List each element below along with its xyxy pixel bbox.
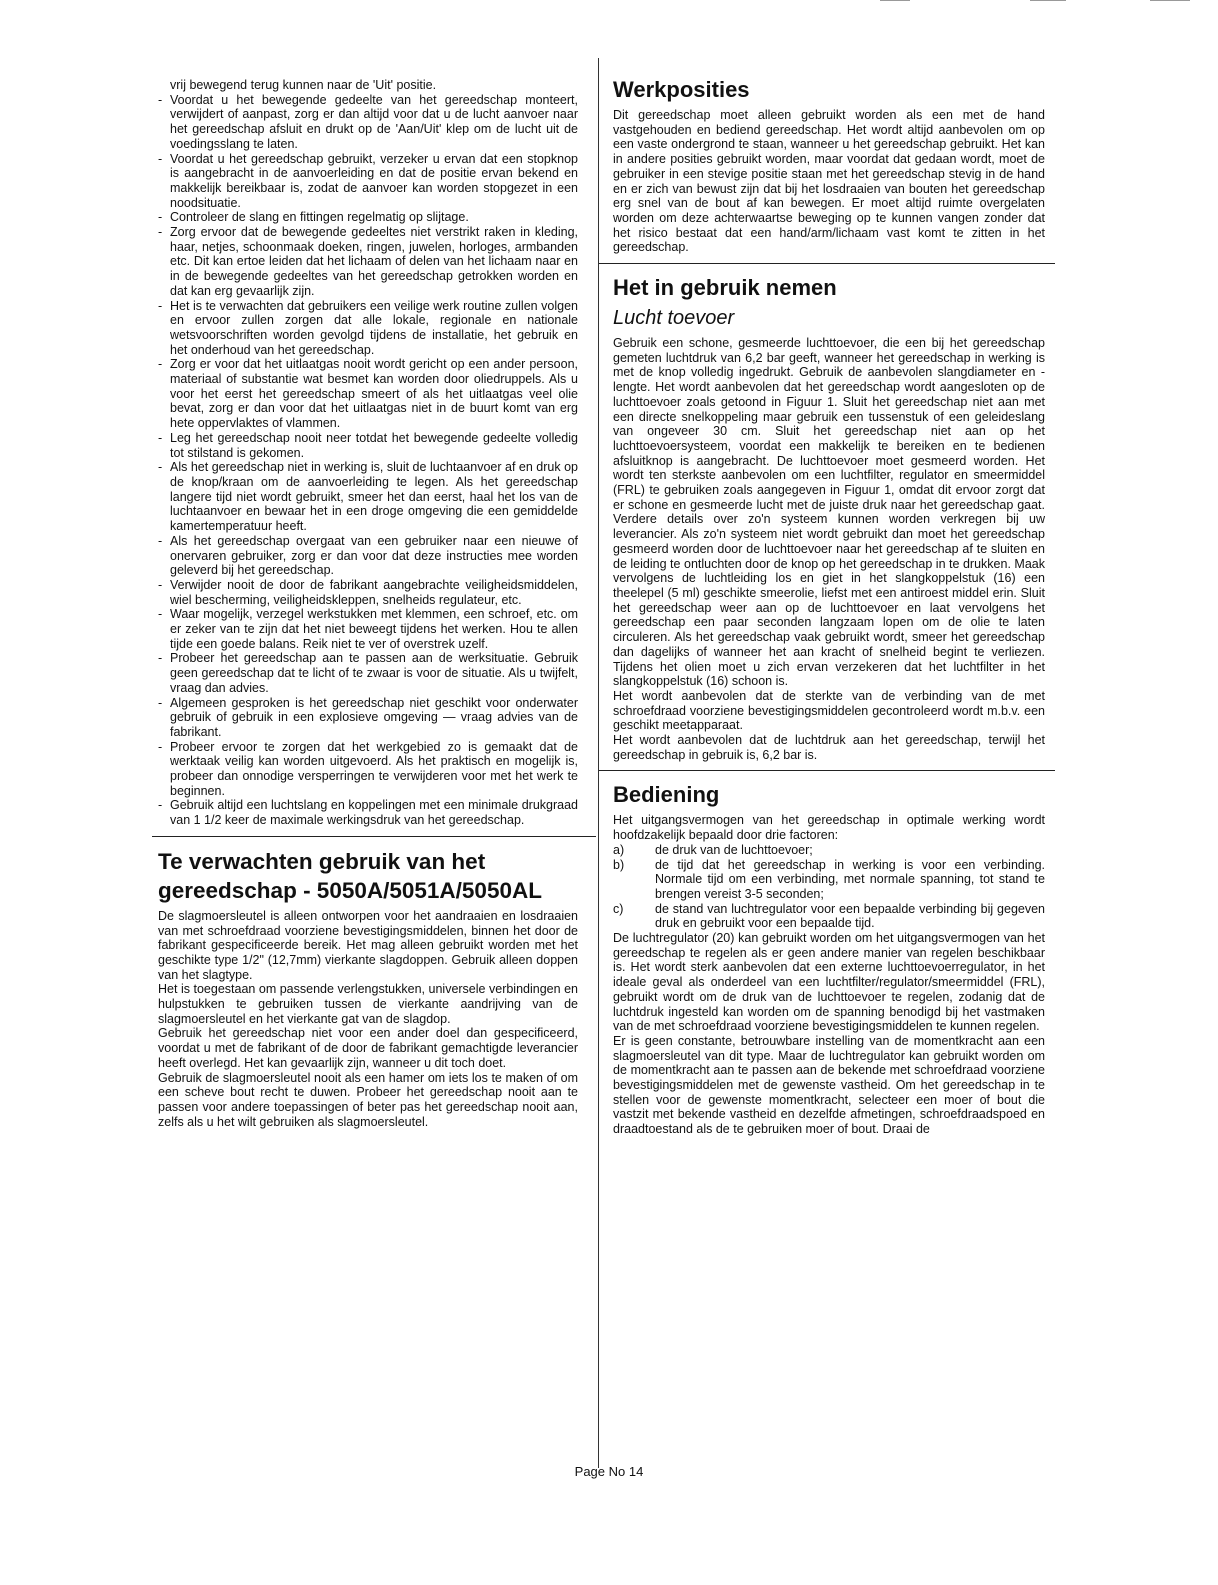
section-divider bbox=[599, 770, 1055, 771]
scan-mark bbox=[1030, 0, 1066, 1]
usage-paragraph: De slagmoersleutel is alleen ontworpen voor het aandraaien en losdraaien van met schroefdraad voorziene bevestigingsmiddelen, binnen het door de fabrikant gespecificeerde bereik. Het mag alleen gebruikt worden met het geschikte type 1/2" (12,7mm) vierkante slagdoppen. Gebruik alleen doppen van het slagtype. bbox=[158, 908, 578, 982]
safety-item: - Voordat u het gereedschap gebruikt, verzeker u ervan dat een stopknop is aangebracht in de aanvoerleiding en dat de positie ervan bekend en makkelijk bereikbaar is, zodat de aanvoer kan worden stopgezet in een noodsituatie. bbox=[158, 152, 578, 211]
factor-label: c) bbox=[613, 901, 624, 916]
column-divider bbox=[598, 58, 599, 1468]
lucht-subheading: Lucht toevoer bbox=[613, 307, 735, 330]
safety-item: - Probeer het gereedschap aan te passen aan de werksituatie. Gebruik geen gereedschap dat te licht of te zwaar is voor de situatie. Als u twijfelt, vraag dan advies. bbox=[158, 651, 578, 695]
usage-paragraph: Gebruik de slagmoersleutel nooit als een hamer om iets los te maken of om een scheve bout recht te duwen. Probeer het gereedschap nooit aan te passen voor andere toepassingen of beter pas het gereedschap nooit aan, zelfs als u het wilt gebruiken als slagmoersleutel. bbox=[158, 1070, 578, 1129]
safety-item: - Zorg er voor dat het uitlaatgas nooit wordt gericht op een ander persoon, materiaal of substantie wat besmet kan worden door oliedruppels. Als u voor het eerst het gereedschap smeert of als het uitlaatgas veel olie bevat, zorg er dan voor dat het uitlaatgas niet in de buurt komt van erg hete oppervlaktes of vlammen. bbox=[158, 357, 578, 431]
factor-text: de druk van de luchttoevoer; bbox=[655, 842, 813, 857]
safety-item: - Het is te verwachten dat gebruikers een veilige werk routine zullen volgen en ervoor zullen zorgen dat alle lokale, regionale en nationale wetsvoorschriften worden gevolgd tijdens de installatie, het gebruik en het onderhoud van het gereedschap. bbox=[158, 299, 578, 358]
werkposities-paragraph: Dit gereedschap moet alleen gebruikt worden als een met de hand vastgehouden en bediend gereedschap. Het wordt altijd aanbevolen om op een vaste ondergrond te staan, wanneer u het gereedschap gebruikt. Het kan in andere posities gebruikt worden, maar voordat dat gedaan wordt, moet de gebruiker in een stevige positie staan met het gereedschap stevig in de hand en er zich van bewust zijn dat bij het losdraaien van bouten het gereedschap erg snel van de bout af kan bewegen. Er moet altijd ruimte overgelaten worden om deze achterwaartse beweging op te kunnen vangen zonder dat het risico bestaat dat een hand/arm/lichaam vast komt te zitten in het gereedschap. bbox=[613, 108, 1045, 255]
safety-list bbox=[158, 93, 578, 828]
usage-paragraph: Gebruik het gereedschap niet voor een ander doel dan gespecificeerd, voordat u met de fabrikant of de door de fabrikant gemachtigde leverancier heeft overlegd. Het kan gevaarlijk zijn, wanneer u dit toch doet. bbox=[158, 1026, 578, 1070]
usage-heading-line2: gereedschap - 5050A/5051A/5050AL bbox=[158, 877, 542, 903]
safety-continuation: vrij bewegend terug kunnen naar de 'Uit' positie. bbox=[170, 78, 437, 92]
usage-heading bbox=[158, 847, 578, 905]
safety-item: - Leg het gereedschap nooit neer totdat het bewegende gedeelte volledig tot stilstand is gekomen. bbox=[158, 431, 578, 460]
factor-item bbox=[613, 858, 1045, 902]
safety-item: - Algemeen gesproken is het gereedschap niet geschikt voor onderwater gebruik of gebruik in een explosieve omgeving — vraag advies van de fabrikant. bbox=[158, 696, 578, 740]
right-column bbox=[613, 76, 1045, 1137]
safety-item: - Als het gereedschap niet in werking is, sluit de luchtaanvoer af en druk op de knop/kraan om de aanvoerleiding te legen. Als het gereedschap langere tijd niet wordt gebruikt, smeer het dan eerst, haal het los van de luchtaanvoer en bewaar het in een droge omgeving die een gemiddelde kamertemperatuur heeft. bbox=[158, 460, 578, 534]
lucht-paragraph: Het wordt aanbevolen dat de sterkte van de verbinding van de met schroefdraad voorziene bevestigingsmiddelen gecontroleerd wordt m.b.v. een geschikt meetapparaat. bbox=[613, 688, 1045, 733]
safety-item: - Voordat u het bewegende gedeelte van het gereedschap monteert, verwijdert of aanpast, zorg er dan altijd voor dat u de lucht aanvoer naar het gereedschap afsluit en drukt op de 'Aan/Uit' klep om de lucht uit de voedingsslang te laten. bbox=[158, 93, 578, 152]
safety-item: - Als het gereedschap overgaat van een gebruiker naar een nieuwe of onervaren gebruiker, zorg er dan voor dat deze instructies mee worden geleverd bij het gereedschap. bbox=[158, 534, 578, 578]
lucht-paragraph: Het wordt aanbevolen dat de luchtdruk aan het gereedschap, terwijl het gereedschap in gebruik is, 6,2 bar is. bbox=[613, 733, 1045, 762]
left-column bbox=[158, 78, 578, 1129]
factor-label: a) bbox=[613, 842, 625, 857]
bediening-paragraph: Er is geen constante, betrouwbare instelling van de momentkracht aan een slagmoersleutel van dit type. Maar de luchtregulator kan gebruikt worden om de momentkracht aan te passen aan de bekende met schroefdraad voorziene bevestigingsmiddelen met de gewenste vastheid. Om het gereedschap in te stellen voor de gewenste momentkracht, selecteer een moer of bout die vastzit met bekende vastheid en dezelfde afmetingen, schroefdraadspoed en draadtoestand als de te gebruiken moer of bout. Draai de bbox=[613, 1033, 1045, 1137]
lucht-paragraph: Gebruik een schone, gesmeerde luchttoevoer, die een bij het gereedschap gemeten luchtdruk van 6,2 bar geeft, wanneer het gereedschap in werking is met de knop volledig ingedrukt. Gebruik de aanbevolen slangdiameter en -lengte. Het wordt aanbevolen dat het gereedschap wordt aangesloten op de luchttoevoer zoals getoond in Figuur 1. Sluit het gereedschap niet aan met een directe snelkoppeling maar gebruik een tussenstuk of een geleideslang van ongeveer 30 cm. Sluit het gereedschap niet aan op het luchttoevoersysteem, voordat een makkelijk te bereiken en te bedienen afsluitknop is aangebracht. De luchttoevoer moet gesmeerd worden. Het wordt ten sterkste aanbevolen om een luchtfilter, regulator en smeermiddel (FRL) te gebruiken zoals aangegeven in Figuur 1, omdat dit ervoor zorgt dat er schone en gesmeerde lucht met de juiste druk naar het gereedschap gaat. Verdere details over zo'n systeem kunnen worden verkregen bij uw leverancier. Als zo'n systeem niet wordt gebruikt dan moet het gereedschap gesmeerd worden door de luchttoevoer naar het gereedschap af te sluiten en de leiding te ontluchten door de knop op het gereedschap in te drukken. Maak vervolgens de luchtleiding los en giet in het slangkoppelstuk (16) een theelepel (5 ml) geschikte smeerolie, liefst met een antiroest middel erin. Sluit het gereedschap weer aan op de luchttoevoer en laat vervolgens het gereedschap een paar seconden langzaam lopen om de olie te laten circuleren. Als het gereedschap vaak gebruikt wordt, smeer het gereedschap dan dagelijks of wanneer het aan kracht of snelheid begint te verliezen. Tijdens het olien moet u zich ervan verzekeren dat het luchtfilter in het slangkoppelstuk (16) schoon is. bbox=[613, 336, 1045, 689]
section-divider bbox=[599, 263, 1055, 264]
safety-item: - Probeer ervoor te zorgen dat het werkgebied zo is gemaakt dat de werktaak veilig kan worden uitgevoerd. Als het praktisch en mogelijk is, probeer dan onnodige versperringen te verwijderen voor met het werk te beginnen. bbox=[158, 740, 578, 799]
scan-mark bbox=[880, 0, 910, 1]
bediening-intro: Het uitgangsvermogen van het gereedschap in optimale werking wordt hoofdzakelijk bepaald door drie factoren: bbox=[613, 813, 1045, 843]
factor-item bbox=[613, 902, 1045, 931]
scan-mark bbox=[1150, 0, 1190, 1]
safety-item: - Zorg ervoor dat de bewegende gedeeltes niet verstrikt raken in kleding, haar, netjes, schoonmaak doeken, ringen, juwelen, horloges, armbanden etc. Dit kan ertoe leiden dat het lichaam of delen van het lichaam naar en in de bewegende gedeeltes van het gereedschap getrokken worden en dat kan erg gevaarlijk zijn. bbox=[158, 225, 578, 299]
factor-label: b) bbox=[613, 857, 625, 872]
factor-text: de tijd dat het gereedschap in werking is voor een verbinding. Normale tijd om een verbinding, met normale spanning, tot stand te brengen vereist 3-5 seconden; bbox=[655, 857, 1045, 901]
ingebruik-heading: Het in gebruik nemen bbox=[613, 275, 837, 301]
safety-item: - Controleer de slang en fittingen regelmatig op slijtage. bbox=[158, 210, 578, 225]
werkposities-heading: Werkposities bbox=[613, 77, 750, 102]
safety-item: - Gebruik altijd een luchtslang en koppelingen met een minimale drukgraad van 1 1/2 keer de maximale werkingsdruk van het gereedschap. bbox=[158, 798, 578, 827]
page-number: Page No 14 bbox=[574, 1464, 644, 1479]
bediening-heading: Bediening bbox=[613, 782, 720, 808]
bediening-paragraph: De luchtregulator (20) kan gebruikt worden om het uitgangsvermogen van het gereedschap te regelen als er geen andere manier van regelen beschikbaar is. Het wordt sterk aanbevolen dat een externe luchttoevoerregulator, in het ideale geval als onderdeel van een luchtfilter/regulator/smeermiddel (FRL), gebruikt wordt om de druk van de luchttoevoer te regelen, zodanig dat de luchtdruk ingesteld kan worden om de spanning benodigd bij het vastmaken van de met schroefdraad voorziene bevestigingsmiddelen te kunnen regelen. bbox=[613, 931, 1045, 1034]
section-divider bbox=[152, 836, 596, 837]
safety-item: - Waar mogelijk, verzegel werkstukken met klemmen, een schroef, etc. om er zeker van te zijn dat het niet beweegt tijdens het werken. Hou te allen tijde een goede balans. Reik niet te ver of overstrek uzelf. bbox=[158, 607, 578, 651]
safety-item: - Verwijder nooit de door de fabrikant aangebrachte veiligheidsmiddelen, wiel bescherming, veiligheidskleppen, snelheids regulateur, etc. bbox=[158, 578, 578, 607]
usage-paragraph: Het is toegestaan om passende verlengstukken, universele verbindingen en hulpstukken te gebruiken tussen de vierkante aandrijving van de slagmoersleutel en het vierkante gat van de slagdop. bbox=[158, 982, 578, 1026]
usage-heading-line1: Te verwachten gebruik van het bbox=[158, 848, 486, 874]
factor-text: de stand van luchtregulator voor een bepaalde verbinding bij gegeven druk en gebruikt voor een bepaalde tijd. bbox=[655, 901, 1045, 931]
factor-list bbox=[613, 843, 1045, 931]
factor-item bbox=[613, 843, 1045, 858]
